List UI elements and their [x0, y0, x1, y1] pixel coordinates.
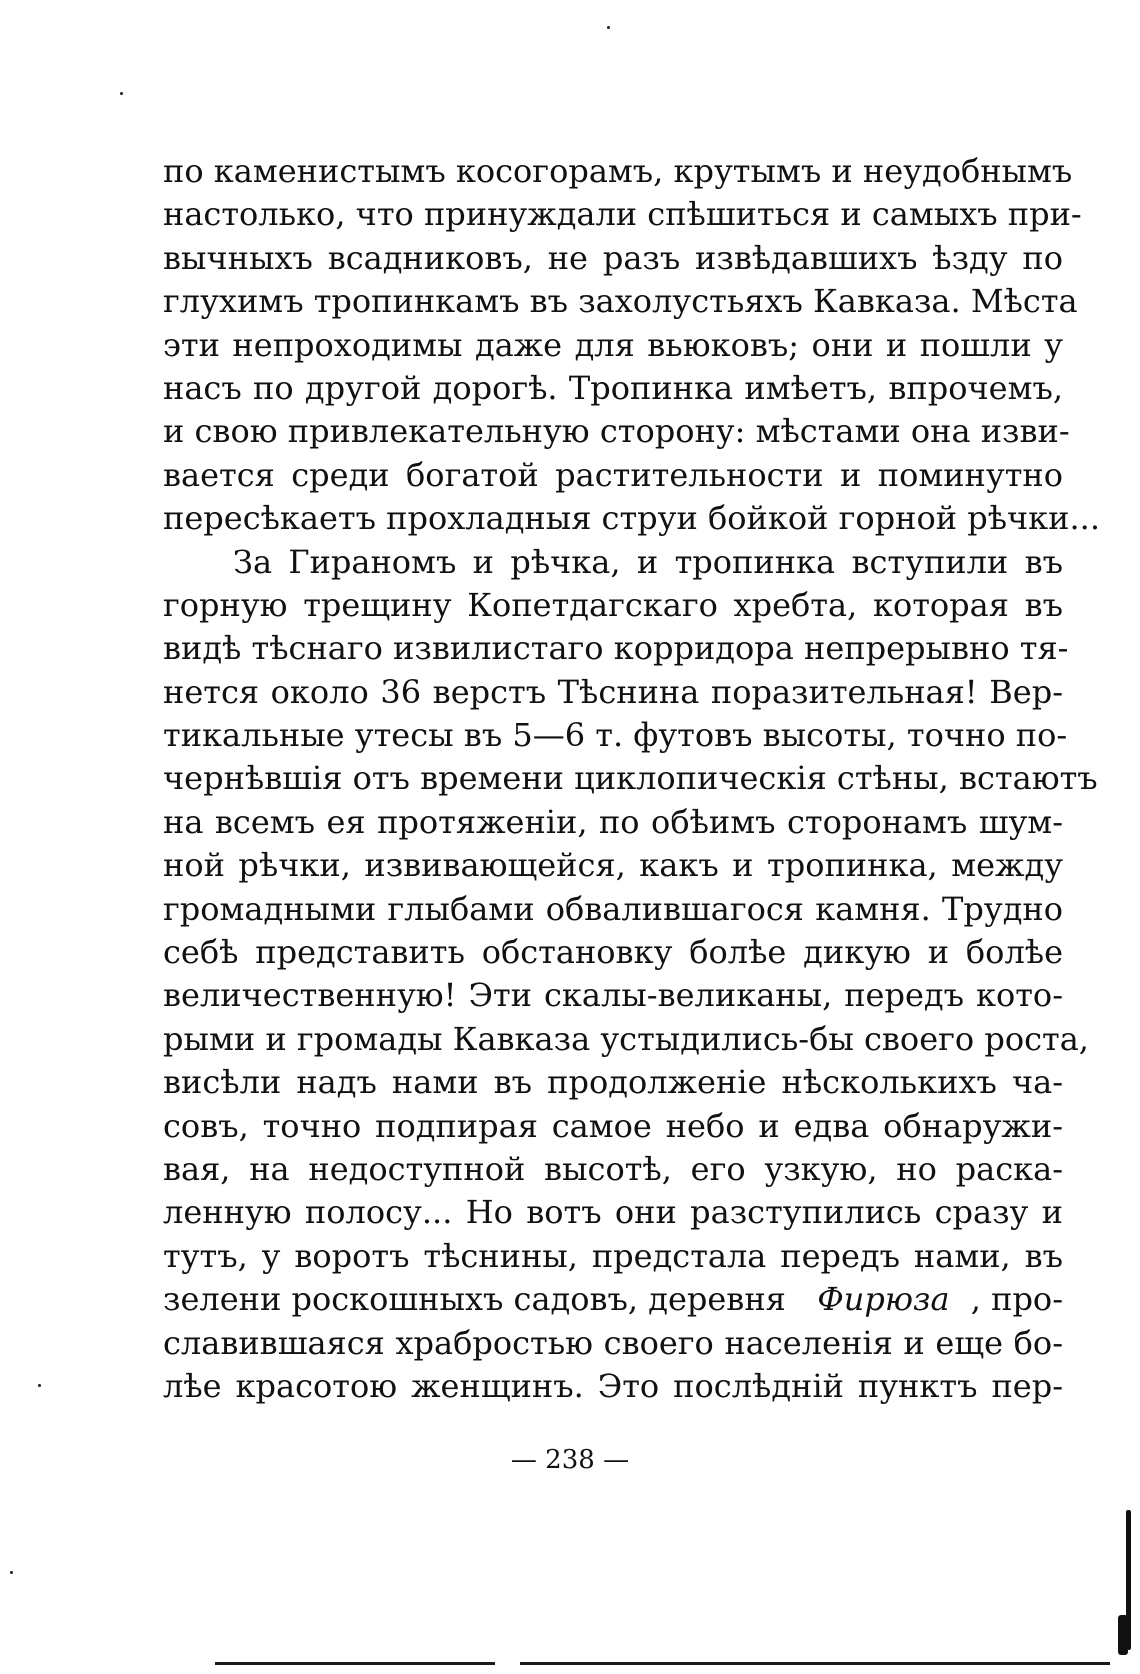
text-line: насъ по другой дорогѣ. Тропинка имѣетъ, впрочемъ,: [163, 368, 1063, 407]
text-line: чернѣвшiя отъ времени циклопическiя стѣны, встаютъ: [163, 759, 1098, 798]
text-line: видѣ тѣснаго извилистаго корридора непрерывно тя-: [163, 629, 1069, 668]
scan-speck: [38, 1384, 41, 1387]
body-text: [163, 150, 1100, 1408]
text-line: ной рѣчки, извивающейся, какъ и тропинка, между: [163, 846, 1063, 885]
text-line: вычныхъ всадниковъ, не разъ извѣдавшихъ ѣзду по: [163, 238, 1063, 277]
text-line: нется около 36 верстъ Тѣснина поразительная! Вер-: [163, 672, 1063, 711]
text-line: эти непроходимы даже для вьюковъ; они и пошли у: [163, 325, 1063, 364]
text-line: лѣе красотою женщинъ. Это послѣднiй пунктъ пер-: [163, 1366, 1063, 1405]
text-run: зелени роскошныхъ садовъ, деревня: [163, 1280, 796, 1319]
text-line: За Гираномъ и рѣчка, и тропинка вступили въ: [233, 542, 1063, 581]
text-line: себѣ представить обстановку болѣе дикую и болѣе: [163, 933, 1063, 972]
text-line: совъ, точно подпирая самое небо и едва обнаружи-: [163, 1106, 1063, 1145]
text-line: вая, на недоступной высотѣ, его узкую, но раска-: [163, 1149, 1063, 1188]
text-line: на всемъ ея протяженiи, по обѣимъ сторонамъ шум-: [163, 802, 1063, 841]
text-line-mixed: [163, 1278, 1063, 1321]
text-line: пересѣкаетъ прохладныя струи бойкой горной рѣчки...: [163, 499, 1100, 538]
scan-speck: [607, 26, 610, 29]
italic-place-name: Фирюза: [817, 1280, 950, 1319]
scan-bottom-edge: [215, 1662, 495, 1665]
text-run: , про-: [970, 1280, 1063, 1319]
text-line: ленную полосу... Но вотъ они разступились сразу и: [163, 1193, 1063, 1232]
text-line: настолько, что принуждали спѣшиться и самыхъ при-: [163, 195, 1082, 234]
text-line: тутъ, у воротъ тѣснины, предстала передъ нами, въ: [163, 1236, 1063, 1275]
text-line: по каменистымъ косогорамъ, крутымъ и неудобнымъ: [163, 152, 1073, 190]
text-line: вается среди богатой растительности и поминутно: [163, 455, 1063, 494]
scan-speck: [10, 1571, 13, 1574]
text-line: тикальные утесы въ 5—6 т. футовъ высоты, точно по-: [163, 716, 1068, 755]
text-line: горную трещину Копетдагскаго хребта, которая въ: [163, 585, 1063, 624]
text-line: величественную! Эти скалы-великаны, передъ кото-: [163, 976, 1063, 1015]
text-line: громадными глыбами обвалившагося камня. Трудно: [163, 889, 1063, 928]
text-line: висѣли надъ нами въ продолженiе нѣсколькихъ ча-: [163, 1063, 1063, 1102]
scan-bottom-edge: [520, 1662, 1110, 1665]
scan-speck: [120, 92, 123, 95]
text-line: глухимъ тропинкамъ въ захолустьяхъ Кавказа. Мѣста: [163, 282, 1078, 321]
text-line: славившаяся храбростью своего населенiя и еще бо-: [163, 1323, 1063, 1362]
text-line: и свою привлекательную сторону: мѣстами она изви-: [163, 412, 1070, 451]
scan-edge-mark: [1118, 1615, 1128, 1655]
text-line: рыми и громады Кавказа устыдились-бы своего роста,: [163, 1019, 1089, 1058]
page-number: — 238 —: [510, 1445, 630, 1475]
